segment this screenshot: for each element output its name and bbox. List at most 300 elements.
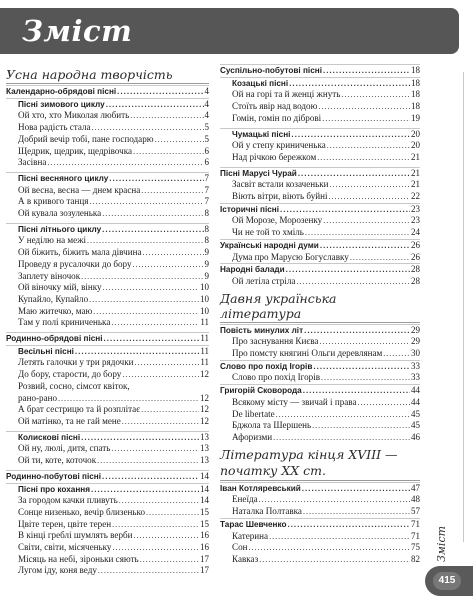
toc-page-number: 9 — [204, 270, 209, 281]
toc-entry-title: Добрий вечір тобі, пане господарю — [18, 133, 154, 144]
toc-page-number: 22 — [411, 191, 420, 202]
toc-page-number: 24 — [411, 227, 420, 238]
toc-page-number: 13 — [200, 443, 209, 454]
toc-entry[interactable] — [220, 554, 420, 566]
toc-entry[interactable] — [6, 455, 209, 467]
dot-leader — [111, 317, 199, 329]
dot-leader — [304, 325, 410, 337]
toc-entry[interactable] — [6, 530, 209, 542]
dot-leader — [133, 259, 204, 271]
dot-leader — [276, 409, 410, 421]
toc-entry-title: Наталка Полтавка — [232, 506, 302, 517]
toc-entry-title: Афоризми — [232, 431, 273, 442]
toc-category[interactable] — [220, 263, 420, 276]
toc-entry-title: Пісні зимового циклу — [18, 99, 105, 109]
toc-entry-title: Стоїть явір над водою — [232, 101, 318, 112]
toc-page-number: 9 — [204, 258, 209, 269]
page-number-badge — [425, 566, 473, 596]
toc-entry[interactable] — [6, 519, 209, 531]
toc-entry[interactable] — [220, 252, 420, 264]
toc-page-number: 44 — [411, 385, 420, 396]
dot-leader — [303, 385, 410, 397]
dot-leader — [318, 101, 410, 113]
toc-entry[interactable] — [6, 235, 209, 247]
dot-leader — [329, 191, 410, 203]
toc-entry-title: Місяць на небі, зіроньки сяють — [18, 553, 139, 564]
toc-entry-title: А брат сестрицю та й розплітає — [18, 404, 141, 415]
toc-page-number: 18 — [411, 89, 420, 100]
toc-subcategory[interactable] — [6, 345, 209, 358]
toc-entry[interactable] — [6, 282, 209, 294]
toc-entry[interactable] — [220, 179, 420, 191]
toc-page-number: 47 — [411, 482, 420, 493]
toc-entry[interactable] — [6, 416, 209, 428]
toc-entry-title: А в кривого танця — [18, 196, 89, 207]
toc-entry-title: De libertate — [232, 408, 275, 419]
toc-page-number: 7 — [204, 184, 209, 195]
toc-entry[interactable] — [6, 306, 209, 318]
toc-entry[interactable] — [6, 208, 209, 220]
toc-entry-title: Пісні весняного циклу — [18, 173, 109, 183]
dot-leader — [269, 531, 410, 543]
toc-page-number: 8 — [204, 223, 209, 234]
toc-entry-title: Світи, світи, місяченьку — [18, 542, 112, 553]
toc-entry[interactable] — [6, 259, 209, 271]
dot-leader — [302, 483, 410, 495]
toc-category[interactable] — [6, 85, 209, 98]
toc-entry-title: Слово про похід Ігорів — [220, 361, 313, 371]
toc-page-number: 45 — [411, 408, 420, 419]
dot-leader — [286, 264, 410, 276]
toc-entry-title: Історичні пісні — [220, 204, 280, 214]
toc-entry[interactable] — [6, 134, 209, 146]
toc-page-number: 15 — [200, 518, 209, 529]
toc-page-number: 8 — [204, 235, 209, 246]
dot-leader — [133, 146, 203, 158]
toc-page-number: 23 — [411, 215, 420, 226]
toc-page-number: 10 — [200, 305, 209, 316]
toc-entry-title: Сонце низенько, вечір близенько — [18, 506, 146, 517]
toc-entry[interactable] — [6, 317, 209, 329]
toc-page-number: 29 — [411, 324, 420, 335]
toc-entry[interactable] — [6, 247, 209, 259]
toc-entry[interactable] — [220, 542, 420, 554]
toc-page-number: 9 — [204, 247, 209, 258]
toc-page-number: 18 — [411, 65, 420, 75]
toc-entry[interactable] — [6, 294, 209, 306]
toc-page-number: 30 — [411, 348, 420, 359]
dot-leader — [289, 78, 410, 90]
dot-leader — [248, 542, 410, 554]
toc-entry-title: Ой Морозе, Морозенку — [232, 215, 323, 226]
dot-leader — [130, 110, 203, 122]
dot-leader — [133, 530, 199, 542]
toc-entry-title: Про заснування Києва — [232, 336, 319, 347]
toc-page-number: 28 — [411, 264, 420, 275]
toc-page-number: 12 — [200, 392, 209, 403]
toc-page-number: 17 — [200, 553, 209, 564]
toc-category[interactable] — [220, 239, 420, 252]
toc-page-number: 5 — [204, 122, 209, 133]
toc-entry-title: Родинно-побутові пісні — [6, 471, 102, 481]
page-title: Зміст — [22, 14, 133, 48]
toc-subcategory[interactable] — [220, 128, 420, 141]
toc-entry-title: Катерина — [232, 530, 269, 541]
dot-leader — [383, 348, 410, 360]
toc-page-number: 21 — [411, 151, 420, 162]
dot-leader — [122, 416, 199, 428]
toc-entry-title: Енеїда — [232, 494, 258, 505]
dot-leader — [102, 471, 199, 483]
toc-entry-title: Ой ти, коте, коточок — [18, 455, 97, 466]
toc-category[interactable] — [220, 167, 420, 180]
toc-page-number: 26 — [411, 251, 420, 262]
dot-leader — [312, 420, 410, 432]
toc-entry[interactable] — [6, 495, 209, 507]
toc-right-column — [220, 64, 420, 566]
toc-entry-title: Іван Котляревський — [220, 483, 301, 493]
toc-entry[interactable] — [6, 196, 209, 208]
toc-page-number: 13 — [200, 455, 209, 466]
dot-leader — [259, 554, 410, 566]
dot-leader — [330, 179, 410, 191]
toc-entry[interactable] — [220, 152, 420, 164]
toc-subcategory[interactable] — [220, 77, 420, 90]
toc-entry-title: Родинно-обрядові пісні — [6, 334, 103, 344]
toc-page-number: 12 — [200, 369, 209, 380]
dot-leader — [141, 404, 199, 416]
toc-page-number: 21 — [411, 167, 420, 178]
toc-page-number: 71 — [411, 518, 420, 529]
toc-entry[interactable] — [220, 191, 420, 203]
toc-entry[interactable] — [6, 122, 209, 134]
toc-entry[interactable] — [220, 506, 420, 518]
toc-page-number: 4 — [204, 86, 209, 96]
dot-leader — [119, 495, 199, 507]
toc-entry-title: За городом качки пливуть — [18, 495, 118, 506]
toc-entry-title: Українські народні думи — [220, 240, 319, 250]
toc-entry-title: Щедрик, щедрик, щедрівочка — [18, 145, 133, 156]
dot-leader — [296, 276, 410, 288]
toc-entry[interactable] — [220, 397, 420, 409]
toc-entry-title: Ой летіла стріла — [232, 275, 296, 286]
toc-entry[interactable] — [220, 227, 420, 239]
dot-leader — [89, 294, 199, 306]
dot-leader — [313, 361, 410, 373]
toc-page-number: 4 — [204, 110, 209, 121]
dot-leader — [93, 306, 199, 318]
toc-category[interactable] — [6, 332, 209, 345]
toc-page-number: 33 — [411, 372, 420, 383]
toc-entry-title: Лугом іду, коня веду — [18, 565, 97, 576]
toc-page-number: 12 — [200, 415, 209, 426]
toc-subcategory[interactable] — [6, 483, 209, 496]
toc-entry-title: Купайло, Купайло — [18, 293, 89, 304]
toc-page-number: 17 — [200, 565, 209, 576]
toc-entry[interactable] — [6, 110, 209, 122]
toc-entry-title: Цвіте терен, цвіте терен — [18, 518, 112, 529]
dot-leader — [109, 173, 203, 185]
toc-entry-title: Дума про Марусю Богуславку — [232, 251, 349, 262]
toc-page-number: 5 — [204, 133, 209, 144]
toc-entry-title: Віють вітри, віють буйні — [232, 191, 328, 202]
toc-entry-title: Ой весна, весна — днем красна — [18, 184, 141, 195]
toc-entry-title: В кінці греблі шумлять верби — [18, 530, 133, 541]
toc-entry[interactable] — [220, 276, 420, 288]
dot-leader — [323, 215, 410, 227]
toc-category[interactable] — [220, 482, 420, 495]
toc-entry-title: Чумацькі пісні — [232, 129, 291, 139]
toc-entry-title: Ой у степу криниченька — [232, 140, 326, 151]
toc-page-number: 18 — [411, 101, 420, 112]
toc-page-number: 21 — [411, 179, 420, 190]
toc-page-number: 48 — [411, 494, 420, 505]
toc-entry-title: Засівна — [18, 157, 47, 168]
toc-entry-title: Слово про похід Ігорів — [232, 372, 321, 383]
dot-leader — [350, 252, 410, 264]
dot-leader — [321, 372, 410, 384]
dot-leader — [102, 208, 203, 220]
dot-leader — [75, 346, 199, 358]
toc-entry[interactable] — [6, 443, 209, 455]
toc-category[interactable] — [220, 64, 420, 77]
toc-page-number: 14 — [200, 470, 209, 481]
page-number: 415 — [433, 572, 461, 590]
toc-entry[interactable] — [220, 409, 420, 421]
dot-leader — [58, 393, 199, 405]
section-heading: Література кінця XVIII — початку XX ст. — [220, 447, 420, 481]
toc-entry-title: Маю житечко, маю — [18, 305, 93, 316]
toc-page-number: 11 — [200, 317, 209, 328]
toc-category[interactable] — [220, 360, 420, 373]
toc-entry-title: Суспільно-побутові пісні — [220, 66, 322, 75]
toc-page-number: 46 — [411, 431, 420, 442]
dot-leader — [112, 519, 199, 531]
toc-page-number: 29 — [411, 336, 420, 347]
toc-page-number: 20 — [411, 128, 420, 139]
toc-entry-title: Всякому місту — звичай і права — [232, 396, 357, 407]
toc-entry[interactable] — [220, 372, 420, 384]
dot-leader — [92, 122, 204, 134]
toc-page-number: 45 — [411, 420, 420, 431]
toc-entry[interactable] — [6, 404, 209, 416]
toc-entry-title: Там у полі криниченька — [18, 317, 111, 328]
dot-leader — [320, 240, 410, 252]
dot-leader — [327, 140, 410, 152]
side-section-label: Зміст — [435, 525, 448, 563]
toc-page-number: 16 — [200, 542, 209, 553]
toc-page-number: 10 — [200, 282, 209, 293]
toc-page-number: 71 — [411, 530, 420, 541]
toc-entry[interactable] — [6, 146, 209, 158]
toc-entry-title: У неділю на межі — [18, 235, 87, 246]
toc-entry-title: Проведу я русалочки до бору — [18, 258, 132, 269]
toc-category[interactable] — [220, 384, 420, 397]
toc-page-number: 82 — [411, 553, 420, 564]
toc-entry-title: Ой на горі та й женці жнуть — [232, 89, 341, 100]
toc-page-number: 44 — [411, 396, 420, 407]
toc-page-number: 28 — [411, 275, 420, 286]
toc-page-number: 26 — [411, 239, 420, 250]
toc-entry-title: Пісні Марусі Чурай — [220, 168, 297, 178]
toc-entry-title: Ой матінко, та не гай мене — [18, 415, 121, 426]
toc-entry[interactable] — [6, 542, 209, 554]
toc-entry-title: Кавказ — [232, 553, 259, 564]
toc-entry[interactable] — [220, 215, 420, 227]
toc-entry-title: Козацькі пісні — [232, 78, 289, 88]
toc-entry-title: Ой віночку мій, вінку — [18, 282, 102, 293]
dot-leader — [322, 113, 410, 125]
toc-page-number: 11 — [200, 357, 209, 368]
toc-entry-title: Нова радість стала — [18, 122, 91, 133]
toc-entry-title: рано-рано — [18, 392, 58, 403]
toc-subcategory[interactable] — [6, 98, 209, 111]
toc-entry-title: Народні балади — [220, 265, 285, 275]
dot-leader — [291, 129, 410, 141]
toc-left-column — [6, 64, 209, 577]
dot-leader — [140, 554, 199, 566]
toc-entry[interactable] — [220, 113, 420, 125]
dot-leader — [87, 235, 203, 247]
dot-leader — [323, 65, 410, 77]
dot-leader — [102, 224, 203, 236]
toc-page-number: 15 — [200, 506, 209, 517]
dot-leader — [280, 204, 410, 216]
toc-entry-title[interactable]: Розвий, сосно, сімсот квіток, — [18, 380, 130, 391]
dot-leader — [106, 99, 204, 111]
toc-entry[interactable] — [220, 494, 420, 506]
toc-entry[interactable] — [6, 554, 209, 566]
toc-page-number: 57 — [411, 506, 420, 517]
toc-page-number: 14 — [200, 495, 209, 506]
dot-leader — [111, 443, 199, 455]
toc-page-number: 8 — [204, 208, 209, 219]
toc-category[interactable] — [6, 470, 209, 483]
toc-entry[interactable] — [6, 185, 209, 197]
toc-subcategory[interactable] — [6, 172, 209, 185]
toc-entry[interactable] — [220, 348, 420, 360]
section-heading: Усна народна творчість — [6, 67, 209, 84]
dot-leader — [317, 152, 410, 164]
toc-page-number: 14 — [200, 483, 209, 494]
toc-page-number: 11 — [200, 333, 209, 344]
dot-leader — [97, 455, 199, 467]
dot-leader — [81, 432, 199, 444]
toc-category[interactable] — [220, 203, 420, 216]
toc-entry[interactable] — [6, 393, 209, 405]
toc-page-number: 6 — [204, 157, 209, 168]
dot-leader — [103, 282, 199, 294]
toc-page-number: 75 — [411, 542, 420, 553]
toc-entry-title: Ой хто, хто Миколая любить — [18, 110, 130, 121]
dot-leader — [298, 168, 410, 180]
toc-entry-title: Пісні про кохання — [18, 484, 90, 494]
toc-page-number: 10 — [200, 293, 209, 304]
dot-leader — [122, 369, 199, 381]
toc-entry-title: Сон — [232, 542, 248, 553]
toc-entry-title: Тарас Шевченко — [220, 519, 287, 529]
toc-entry[interactable] — [220, 101, 420, 113]
toc-page-number: 23 — [411, 203, 420, 214]
toc-entry-title: Ой кувала зозуленька — [18, 208, 102, 219]
toc-page-number: 20 — [411, 140, 420, 151]
dot-leader — [142, 247, 203, 259]
dot-leader — [358, 397, 410, 409]
dot-leader — [47, 157, 203, 169]
toc-entry[interactable] — [6, 271, 209, 283]
toc-entry-title: Над річкою бережком — [232, 151, 317, 162]
toc-category[interactable] — [220, 518, 420, 531]
dot-leader — [141, 185, 203, 197]
dot-leader — [146, 507, 199, 519]
toc-subcategory[interactable] — [6, 431, 209, 444]
dot-leader — [303, 506, 410, 518]
dot-leader — [112, 542, 199, 554]
toc-entry-title: Ой ну, люлі, дитя, спать — [18, 443, 111, 454]
toc-entry[interactable] — [220, 420, 420, 432]
dot-leader — [81, 271, 203, 283]
toc-entry-title: Про помсту княгині Ольги деревлянам — [232, 348, 383, 359]
toc-entry[interactable] — [220, 89, 420, 101]
toc-page-number: 19 — [411, 112, 420, 123]
toc-entry-title: Засвіт встали козаченьки — [232, 179, 329, 190]
toc-page-number: 7 — [204, 196, 209, 207]
dot-leader — [287, 519, 410, 531]
toc-category[interactable] — [220, 324, 420, 337]
dot-leader — [273, 432, 410, 444]
toc-entry[interactable] — [6, 369, 209, 381]
dot-leader — [117, 86, 203, 98]
toc-entry-title: Григорій Сковорода — [220, 386, 302, 396]
side-divider — [463, 72, 464, 542]
toc-page-number: 13 — [200, 431, 209, 442]
dot-leader — [259, 494, 410, 506]
toc-page-number: 16 — [200, 530, 209, 541]
toc-entry-title: Весільні пісні — [18, 346, 74, 356]
header-banner — [0, 8, 459, 54]
toc-entry-title: До бору, старости, до бору — [18, 369, 122, 380]
toc-page-number: 7 — [204, 172, 209, 183]
toc-entry-title: Календарно-обрядові пісні — [6, 87, 117, 96]
toc-entry-title: Гомін, гомін по діброві — [232, 112, 322, 123]
toc-entry-title: Повість минулих літ — [220, 325, 304, 335]
dot-leader — [155, 134, 204, 146]
toc-entry[interactable] — [220, 336, 420, 348]
dot-leader — [91, 484, 199, 496]
toc-entry[interactable] — [6, 357, 209, 369]
dot-leader — [305, 227, 410, 239]
toc-entry[interactable] — [220, 140, 420, 152]
toc-entry[interactable] — [6, 157, 209, 169]
toc-entry[interactable] — [6, 565, 209, 577]
toc-entry[interactable] — [220, 531, 420, 543]
toc-entry[interactable] — [220, 432, 420, 444]
dot-leader — [104, 333, 200, 345]
dot-leader — [98, 565, 199, 577]
toc-entry-title: Заплету віночок — [18, 270, 81, 281]
toc-entry[interactable] — [6, 507, 209, 519]
toc-page-number: 12 — [200, 404, 209, 415]
dot-leader — [341, 89, 410, 101]
toc-page-number: 18 — [411, 77, 420, 88]
section-heading: Давня українська література — [220, 291, 420, 323]
toc-page-number: 11 — [200, 345, 209, 356]
toc-page-number: 4 — [204, 98, 209, 109]
toc-entry-title: Летять галочки у три рядочки — [18, 357, 134, 368]
toc-page-number: 33 — [411, 360, 420, 371]
dot-leader — [89, 196, 203, 208]
toc-subcategory[interactable] — [6, 223, 209, 236]
